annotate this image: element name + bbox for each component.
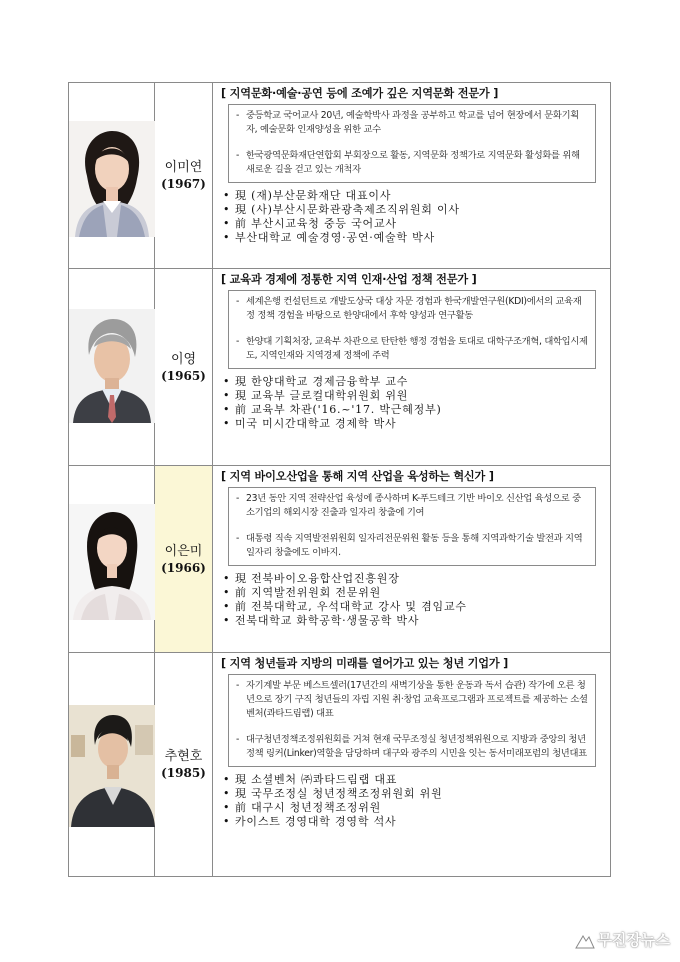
career-item: • 카이스트 경영대학 경영학 석사 [223, 815, 397, 828]
person-birth-year: (1985) [161, 766, 206, 780]
portrait-photo [69, 309, 155, 423]
description-item: - 중등학교 국어교사 20년, 예술학박사 과정을 공부하고 학교를 넘어 현장에서 문화기획자, 예술문화 인재양성을 위한 교수 [236, 110, 579, 135]
career-list [219, 375, 605, 431]
info-cell [213, 653, 611, 877]
career-item: • 現 (사)부산시문화관광축제조직위원회 이사 [223, 203, 460, 216]
profile-row [69, 466, 611, 653]
career-list [219, 189, 605, 245]
person-birth-year: (1966) [161, 560, 206, 575]
headline: [ 교육과 경제에 정통한 지역 인재·산업 정책 전문가 ] [221, 273, 477, 286]
name-cell [155, 83, 213, 269]
info-cell [213, 269, 611, 466]
portrait-photo [69, 705, 155, 827]
description-box [228, 104, 596, 183]
profile-row [69, 83, 611, 269]
person-name: 이미연 [164, 160, 203, 175]
info-cell [213, 466, 611, 653]
headline: [ 지역문화·예술·공연 등에 조예가 깊은 지역문화 전문가 ] [221, 87, 499, 100]
career-item: • 前 지역발전위원회 전문위원 [223, 586, 382, 599]
career-item: • 미국 미시간대학교 경제학 박사 [223, 417, 397, 430]
headline: [ 지역 청년들과 지방의 미래를 열어가고 있는 청년 기업가 ] [221, 657, 509, 670]
photo-cell [69, 466, 155, 653]
watermark-text: 무진장뉴스 [597, 931, 670, 949]
photo-cell [69, 83, 155, 269]
description-box [228, 487, 596, 566]
description-box [228, 290, 596, 369]
name-cell [155, 466, 213, 653]
person-birth-year: (1967) [161, 177, 206, 191]
career-item: • 前 대구시 청년정책조정위원 [223, 801, 382, 814]
career-item: • 現 (재)부산문화재단 대표이사 [223, 189, 392, 202]
person-name: 이은미 [164, 543, 203, 559]
portrait-photo [69, 121, 155, 237]
description-item: - 자기계발 부문 베스트셀러(17년간의 새벽기상을 통한 운동과 독서 습관) 작가에 오른 청년으로 장기 구직 청년들의 자립 지원 취·창업 교육프로그램과 프로젝트를 제공하는 소셜벤처(콰타드림랩) 대표 [236, 680, 588, 719]
career-list [219, 572, 605, 628]
mountain-logo-icon [575, 931, 595, 949]
career-item: • 現 전북바이오융합산업진흥원장 [223, 572, 400, 585]
career-item: • 前 전북대학교, 우석대학교 강사 및 겸임교수 [223, 600, 467, 613]
description-item: - 대통령 직속 지역발전위원회 일자리전문위원 활동 등을 통해 지역과학기술 발전과 지역일자리 창출에도 이바지. [236, 533, 583, 558]
profile-row [69, 269, 611, 466]
profile-row [69, 653, 611, 877]
description-item: - 한국광역문화재단연합회 부회장으로 활동, 지역문화 정책가로 지역문화 활성화를 위해 새로운 길을 걷고 있는 개척자 [236, 150, 580, 175]
career-item: • 現 소셜벤처 ㈜콰타드림랩 대표 [223, 773, 398, 786]
career-item: • 前 교육부 차관('16.~'17. 박근혜정부) [223, 403, 442, 416]
info-cell [213, 83, 611, 269]
career-item: • 부산대학교 예술경영·공연·예술학 박사 [223, 231, 436, 244]
career-item: • 전북대학교 화학공학·생물공학 박사 [223, 614, 420, 627]
name-cell [155, 269, 213, 466]
description-item: - 한양대 기획처장, 교육부 차관으로 탄탄한 행정 경험을 토대로 대학구조개혁, 대학입시제도, 지역인재와 지역경제 정책에 주력 [236, 336, 588, 361]
description-item: - 대구청년정책조정위원회를 거쳐 현재 국무조정실 청년정책위원으로 지방과 중앙의 청년정책 링커(Linker)역할을 담당하며 대구와 광주의 시민을 잇는 동서미래포럼의 청년대표 [236, 734, 587, 759]
headline: [ 지역 바이오산업을 통해 지역 산업을 육성하는 혁신가 ] [221, 470, 494, 483]
portrait-photo [69, 504, 155, 620]
watermark [575, 929, 670, 950]
name-cell [155, 653, 213, 877]
career-list [219, 773, 605, 829]
person-name: 이영 [170, 351, 197, 367]
description-box [228, 674, 596, 767]
photo-cell [69, 653, 155, 877]
person-birth-year: (1965) [161, 368, 206, 383]
career-item: • 現 한양대학교 경제금융학부 교수 [223, 375, 409, 388]
description-item: - 23년 동안 지역 전략산업 육성에 종사하며 K-푸드테크 기반 바이오 신산업 육성으로 중소기업의 해외시장 진출과 일자리 창출에 기여 [236, 493, 581, 518]
photo-cell [69, 269, 155, 466]
description-item: - 세계은행 컨설턴트로 개발도상국 대상 자문 경험과 한국개발연구원(KDI)에서의 교육재정 정책 경험을 바탕으로 한양대에서 후학 양성과 연구활동 [236, 296, 582, 321]
career-item: • 前 부산시교육청 중등 국어교사 [223, 217, 397, 230]
profile-table [68, 82, 611, 877]
person-name: 추현호 [164, 749, 203, 764]
career-item: • 現 교육부 글로컬대학위원회 위원 [223, 389, 409, 402]
career-item: • 現 국무조정실 청년정책조정위원회 위원 [223, 787, 443, 800]
